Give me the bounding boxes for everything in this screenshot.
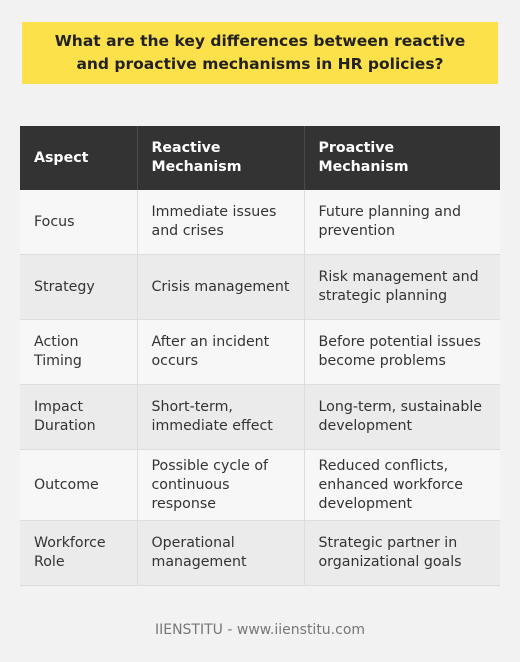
proactive-cell: Future planning and prevention bbox=[304, 190, 500, 255]
aspect-cell: Outcome bbox=[20, 450, 137, 521]
reactive-cell: Crisis management bbox=[137, 255, 304, 320]
aspect-cell: Impact Duration bbox=[20, 385, 137, 450]
table-header-row bbox=[20, 126, 500, 190]
reactive-cell: Possible cycle of continuous response bbox=[137, 450, 304, 521]
table-row bbox=[20, 255, 500, 320]
comparison-table bbox=[20, 126, 500, 586]
table-row bbox=[20, 320, 500, 385]
proactive-cell: Long-term, sustainable development bbox=[304, 385, 500, 450]
header-proactive: Proactive Mechanism bbox=[304, 126, 500, 190]
reactive-cell: Operational management bbox=[137, 521, 304, 586]
proactive-cell: Strategic partner in organizational goals bbox=[304, 521, 500, 586]
reactive-cell: Short-term, immediate effect bbox=[137, 385, 304, 450]
table-row bbox=[20, 385, 500, 450]
proactive-cell: Before potential issues become problems bbox=[304, 320, 500, 385]
header-aspect: Aspect bbox=[20, 126, 137, 190]
table-row bbox=[20, 190, 500, 255]
table-row bbox=[20, 450, 500, 521]
footer-credit: IIENSTITU - www.iienstitu.com bbox=[154, 622, 366, 638]
title-banner bbox=[22, 22, 498, 84]
reactive-cell: After an incident occurs bbox=[137, 320, 304, 385]
aspect-cell: Focus bbox=[20, 190, 137, 255]
proactive-cell: Reduced conflicts, enhanced workforce development bbox=[304, 450, 500, 521]
reactive-cell: Immediate issues and crises bbox=[137, 190, 304, 255]
header-reactive: Reactive Mechanism bbox=[137, 126, 304, 190]
page-title: What are the key differences between reactive and proactive mechanisms in HR policies? bbox=[54, 32, 466, 73]
table-row bbox=[20, 521, 500, 586]
aspect-cell: Workforce Role bbox=[20, 521, 137, 586]
aspect-cell: Strategy bbox=[20, 255, 137, 320]
proactive-cell: Risk management and strategic planning bbox=[304, 255, 500, 320]
aspect-cell: Action Timing bbox=[20, 320, 137, 385]
